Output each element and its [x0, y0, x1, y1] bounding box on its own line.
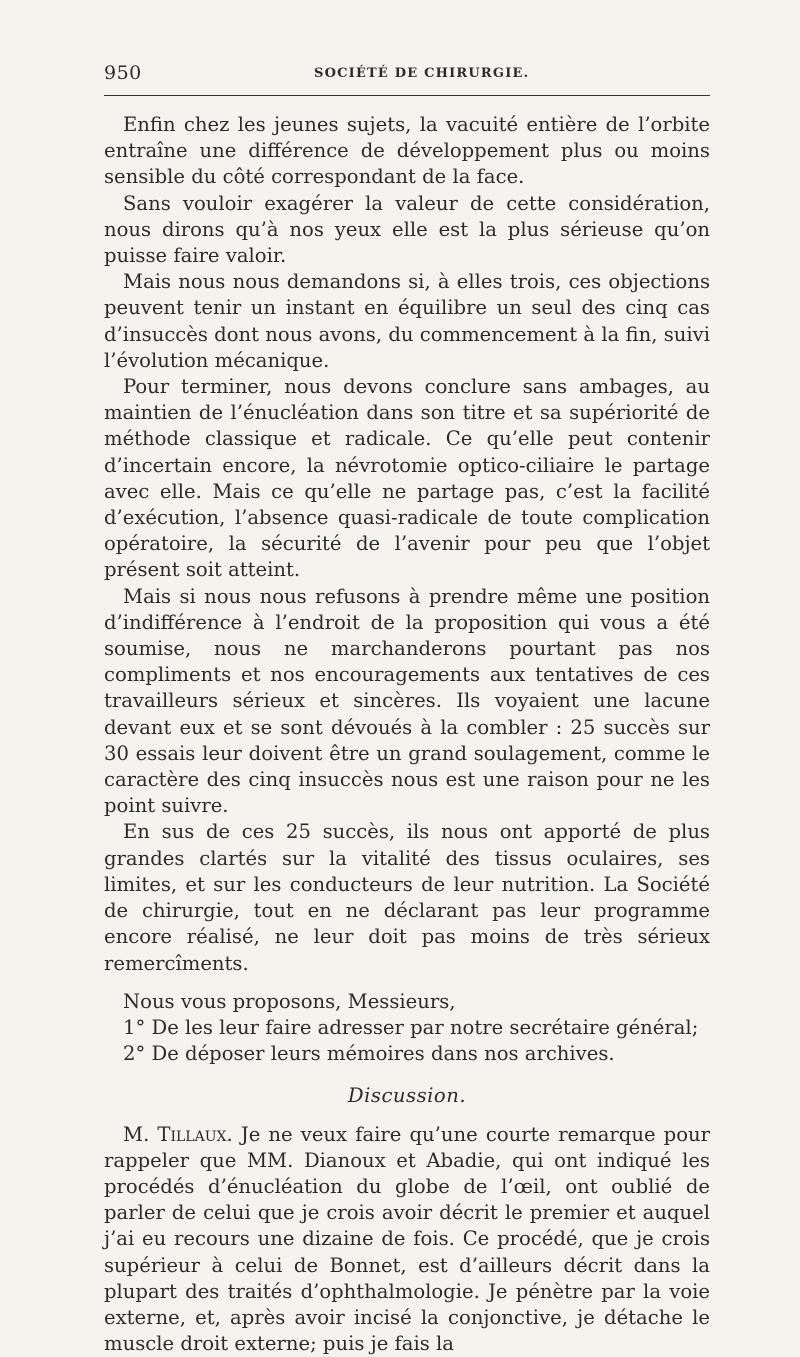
page-header: [104, 62, 710, 86]
proposal-item: 1° De les leur faire adresser par notre secrétaire général;: [123, 1015, 699, 1039]
paragraph: Mais si nous nous refusons à prendre même une position d’indifférence à l’endroit de la proposition qui vous a été soumise, nous ne marchanderons pourtant pas nos compliments et nos encouragements aux tentatives de ces travailleurs sérieux et sincères. Ils voyaient une lacune devant eux et se sont dévoués à la combler : 25 succès sur 30 essais leur doivent être un grand soulagement, comme le caractère des cinq insuccès nous est une raison pour ne les point suivre.: [104, 584, 710, 818]
discussion-speech: [104, 1122, 710, 1357]
paragraph: Enfin chez les jeunes sujets, la vacuité entière de l’orbite entraîne une différence de développement plus ou moins sensible du côté correspondant de la face.: [104, 113, 710, 189]
speech-text: Je ne veux faire qu’une courte remarque pour rappeler que MM. Dianoux et Abadie, qui ont indiqué les procédés d’énucléation du globe de l’œil, ont oublié de parler de celui que je crois avoir décrit le premier et auquel j’ai eu recours une dizaine de fois. Ce procédé, que je crois supérieur à celui de Bonnet, est d’ailleurs décrit dans la plupart des traités d’ophthalmologie. Je pénètre par la voie externe, et, après avoir incisé la conjonctive, je détache le muscle droit externe; puis je fais la: [104, 1122, 710, 1356]
proposal-intro: Nous vous proposons, Messieurs,: [123, 989, 456, 1013]
paragraph: Sans vouloir exagérer la valeur de cette considération, nous dirons qu’à nos yeux elle est la plus sérieuse qu’on puisse faire valoir.: [104, 191, 710, 268]
page-number: 950: [104, 62, 142, 84]
speaker-name: M. Tillaux.: [123, 1122, 233, 1146]
proposal-item: 2° De déposer leurs mémoires dans nos archives.: [123, 1042, 615, 1066]
discussion-heading: Discussion.: [347, 1084, 467, 1108]
paragraph: Pour terminer, nous devons conclure sans ambages, au maintien de l’énucléation dans son titre et sa supériorité de méthode classique et radicale. Ce qu’elle peut contenir d’incertain encore, la névrotomie optico-ciliaire le partage avec elle. Mais ce qu’elle ne partage pas, c’est la facilité d’exécution, l’absence quasi-radicale de toute complication opératoire, la sécurité de l’avenir pour peu que l’objet présent soit atteint.: [104, 375, 710, 582]
paragraph: En sus de ces 25 succès, ils nous ont apporté de plus grandes clartés sur la vitalité des tissus oculaires, ses limites, et sur les conducteurs de leur nutrition. La Société de chirurgie, tout en ne déclarant pas leur programme encore réalisé, ne leur doit pas moins de très sérieux remercîments.: [104, 820, 710, 975]
paragraph: Mais nous nous demandons si, à elles trois, ces objections peuvent tenir un instant en équilibre un seul des cinq cas d’insuccès dont nous avons, du commencement à la fin, suivi l’évolution mécanique.: [104, 270, 710, 372]
body-text: [104, 112, 710, 1357]
running-title: SOCIÉTÉ DE CHIRURGIE.: [314, 66, 530, 81]
header-rule: [104, 95, 710, 96]
